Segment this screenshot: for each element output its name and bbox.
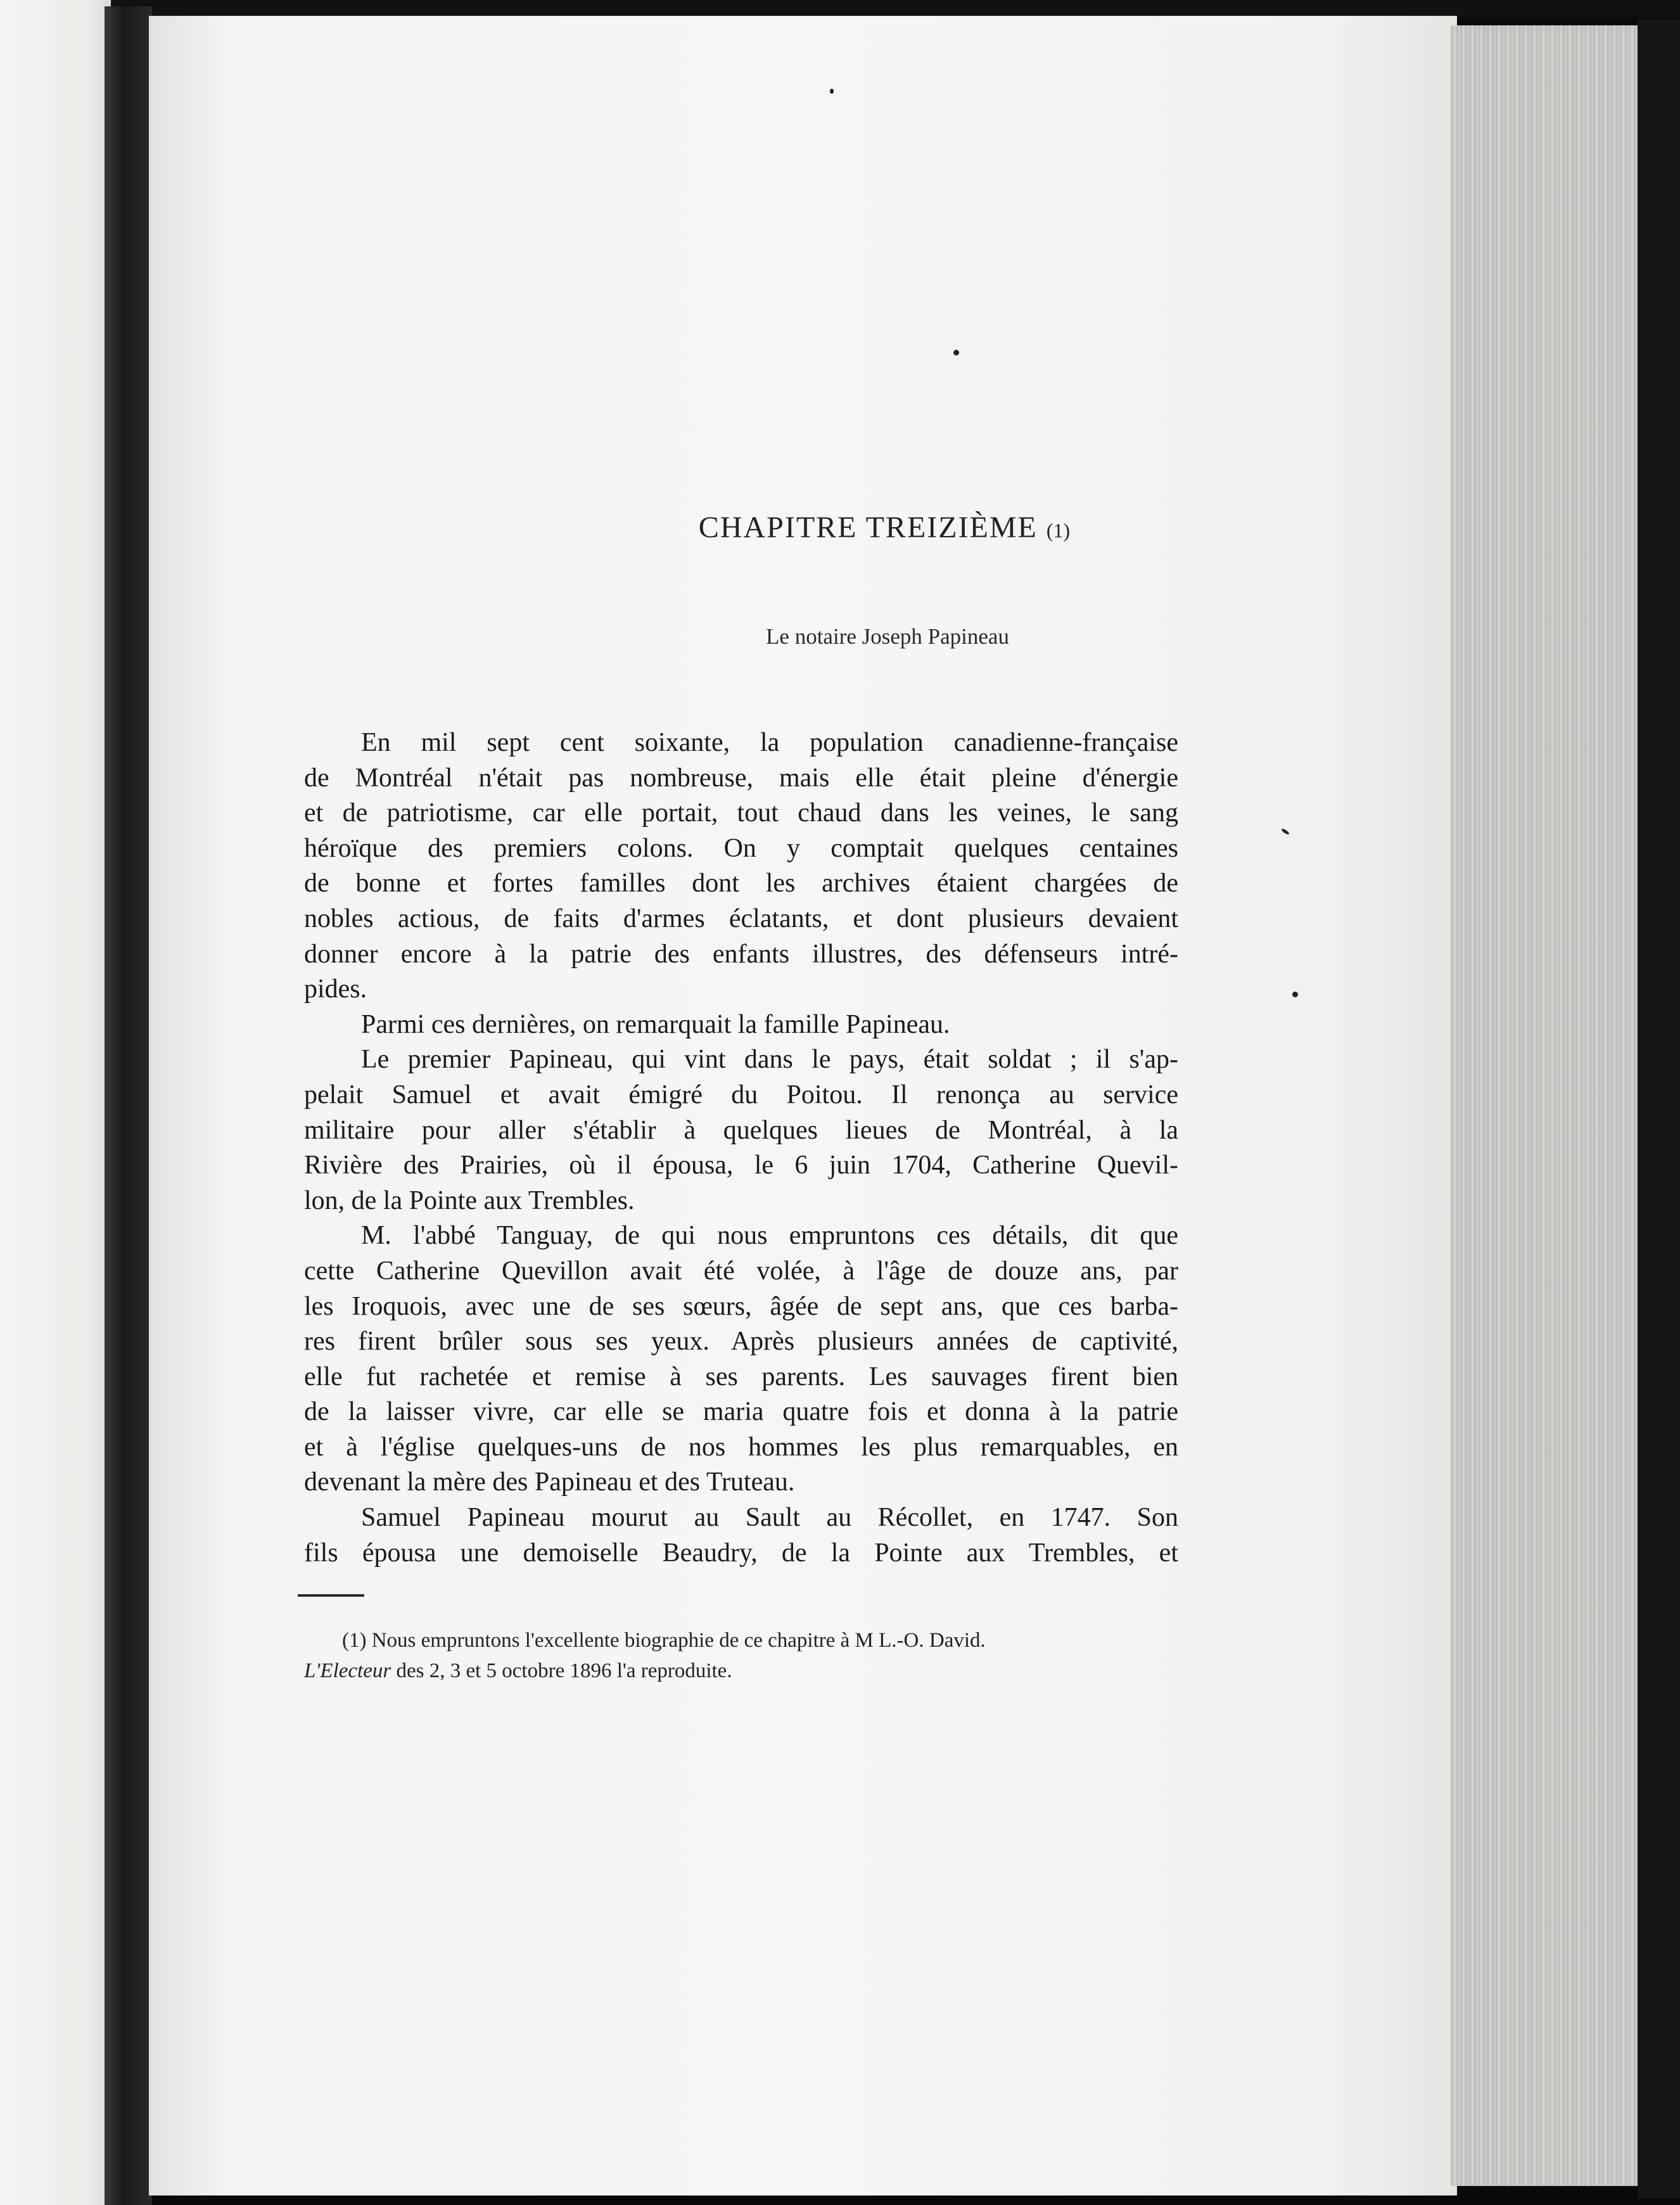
text-line: Le premier Papineau, qui vint dans le pays, était soldat ; il s'ap- — [361, 1045, 1178, 1075]
footnote — [304, 1625, 1172, 1686]
text-line: res firent brûler sous ses yeux. Après plusieurs années de captivité, — [304, 1327, 1178, 1357]
chapter-title — [0, 510, 1680, 545]
text-line: devenant la mère des Papineau et des Truteau. — [304, 1467, 795, 1497]
text-line: les Iroquois, avec une de ses sœurs, âgée de sept ans, que ces barba- — [304, 1291, 1178, 1321]
text-line: de la laisser vivre, car elle se maria quatre fois et donna à la patrie — [304, 1397, 1178, 1427]
text-line: pides. — [304, 975, 367, 1004]
footnote-line-rest: des 2, 3 et 5 octobre 1896 l'a reproduite. — [391, 1659, 732, 1682]
text-line: militaire pour aller s'établir à quelques lieues de Montréal, à la — [304, 1115, 1178, 1145]
text-line: M. l'abbé Tanguay, de qui nous empruntons ces détails, dit que — [361, 1221, 1178, 1251]
scan-top-border — [0, 0, 1680, 18]
text-line: elle fut rachetée et remise à ses parents. Les sauvages firent bien — [304, 1362, 1178, 1391]
chapter-title-text: CHAPITRE TREIZIÈME — [698, 511, 1038, 544]
footnote-line: (1) Nous empruntons l'excellente biographie de ce chapitre à M L.-O. David. — [342, 1629, 986, 1652]
text-line: Samuel Papineau mourut au Sault au Récollet, en 1747. Son — [361, 1503, 1178, 1533]
text-line: fils épousa une demoiselle Beaudry, de la Pointe aux Trembles, et — [304, 1538, 1178, 1568]
footnote-rule — [298, 1594, 364, 1597]
text-line: donner encore à la patrie des enfants illustres, des défenseurs intré- — [304, 939, 1178, 969]
text-line: nobles actious, de faits d'armes éclatants, et dont plusieurs devaient — [304, 904, 1178, 933]
text-line: et à l'église quelques-uns de nos hommes les plus remarquables, en — [304, 1432, 1178, 1462]
text-line: Rivière des Prairies, où il épousa, le 6 juin 1704, Catherine Quevil- — [304, 1151, 1178, 1180]
chapter-subtitle: Le notaire Joseph Papineau — [766, 624, 1009, 649]
left-page-edge — [0, 0, 111, 2205]
text-line: et de patriotisme, car elle portait, tout chaud dans les veines, le sang — [304, 798, 1178, 828]
gutter-shadow — [105, 6, 152, 2205]
footnote-line — [304, 1656, 1172, 1686]
text-line: lon, de la Pointe aux Trembles. — [304, 1186, 635, 1215]
scan-speck — [953, 350, 959, 355]
text-line: pelait Samuel et avait émigré du Poitou. Il renonça au service — [304, 1080, 1178, 1109]
text-line: héroïque des premiers colons. On y comptait quelques centaines — [304, 833, 1178, 863]
body-text — [304, 725, 1178, 1571]
text-line: cette Catherine Quevillon avait été volée, à l'âge de douze ans, par — [304, 1256, 1178, 1286]
text-line: de bonne et fortes familles dont les archives étaient chargées de — [304, 869, 1178, 898]
text-line: En mil sept cent soixante, la population canadienne-française — [361, 728, 1178, 757]
text-line: de Montréal n'était pas nombreuse, mais elle était pleine d'énergie — [304, 763, 1178, 793]
text-line: Parmi ces dernières, on remarquait la famille Papineau. — [361, 1009, 950, 1039]
scan-speck — [830, 89, 834, 94]
scan-right-border — [1638, 19, 1680, 2199]
scan-speck — [1292, 992, 1298, 997]
newspaper-title: L'Electeur — [304, 1659, 391, 1682]
footnote-reference: (1) — [1046, 519, 1071, 542]
page-stack-edge — [1451, 25, 1641, 2186]
